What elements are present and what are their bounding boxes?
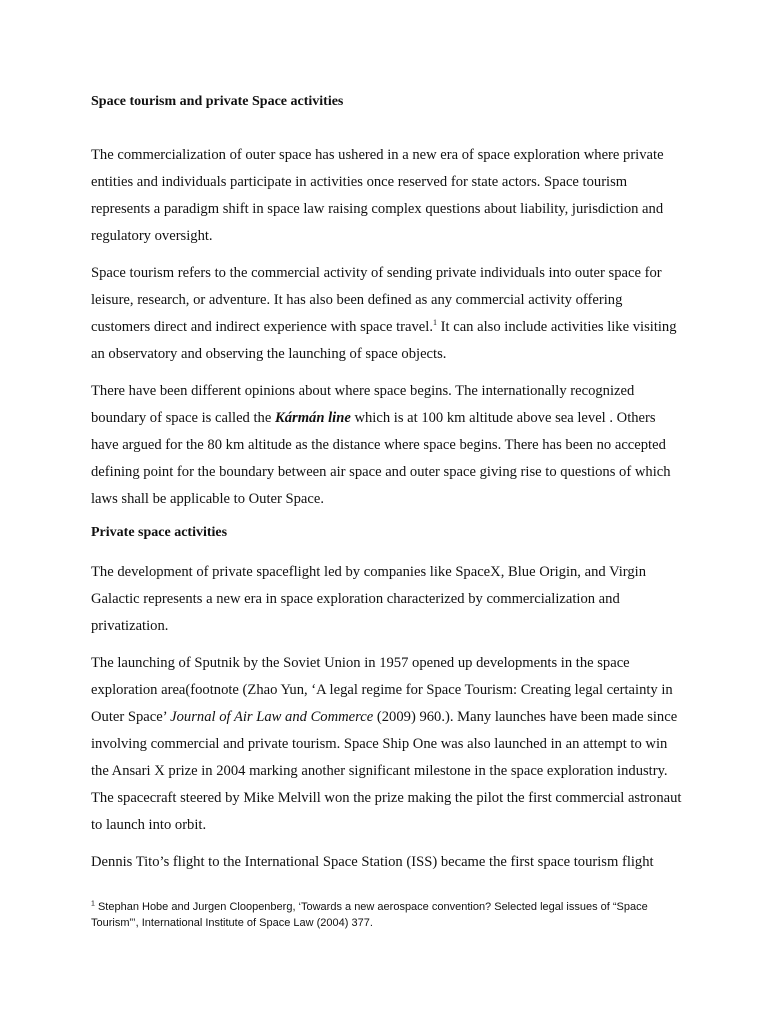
footnote-number: 1 [91,900,95,908]
section-heading: Private space activities [91,525,228,540]
boundary-text-continued: which is at 100 km altitude above sea level . Others have argued for the 80 km altitude as the distance where space begins. There has been no accepted defining point for the boundary between air space and outer space giving rise to questions of which laws shall be applicable to Outer Space. [91,410,671,507]
sputnik-text: The launching of Sputnik by the Soviet Union in 1957 opened up developments in the space exploration area(footnote (Zhao Yun, ‘A legal regime for Space Tourism: Creating legal certainty in Outer Space’ [91,655,673,725]
document-title: Space tourism and private Space activities [91,94,344,109]
tito-paragraph: Dennis Tito’s flight to the International Space Station (ISS) became the first space tourism flight [91,854,654,870]
definition-text: Space tourism refers to the commercial activity of sending private individuals into outer space for leisure, research, or adventure. It has also been defined as any commercial activity offering customers direct and indirect experience with space travel. [91,265,662,335]
definition-paragraph [91,260,683,368]
karman-line-term: Kármán line [274,410,351,426]
journal-title: Journal of Air Law and Commerce [170,709,374,725]
boundary-text: There have been different opinions about where space begins. The internationally recognized boundary of space is called the [91,383,635,426]
footnote-reference: 1 [433,318,437,328]
definition-text-continued: It can also include activities like visiting an observatory and observing the launching of space objects. [91,319,677,362]
footnote-text: Stephan Hobe and Jurgen Cloopenberg, ‘Towards a new aerospace convention? Selected legal issues of “Space Tourism”’, International Institute of Space Law (2004) 377. [91,901,648,929]
footnote [91,899,681,931]
document-body [91,92,683,886]
boundary-paragraph [91,378,683,513]
private-development-paragraph: The development of private spaceflight led by companies like SpaceX, Blue Origin, and Virgin Galactic represents a new era in space exploration characterized by commercialization and privatization. [91,564,647,634]
sputnik-text-continued: (2009) 960.). Many launches have been made since involving commercial and private tourism. Space Ship One was also launched in an attempt to win the Ansari X prize in 2004 marking another significant milestone in the space exploration industry. The spacecraft steered by Mike Melvill won the prize making the pilot the first commercial astronaut to launch into orbit. [91,709,682,833]
sputnik-paragraph [91,650,683,839]
intro-paragraph: The commercialization of outer space has ushered in a new era of space exploration where private entities and individuals participate in activities once reserved for state actors. Space tourism represents a paradigm shift in space law raising complex questions about liability, jurisdiction and regulatory oversight. [91,147,664,244]
